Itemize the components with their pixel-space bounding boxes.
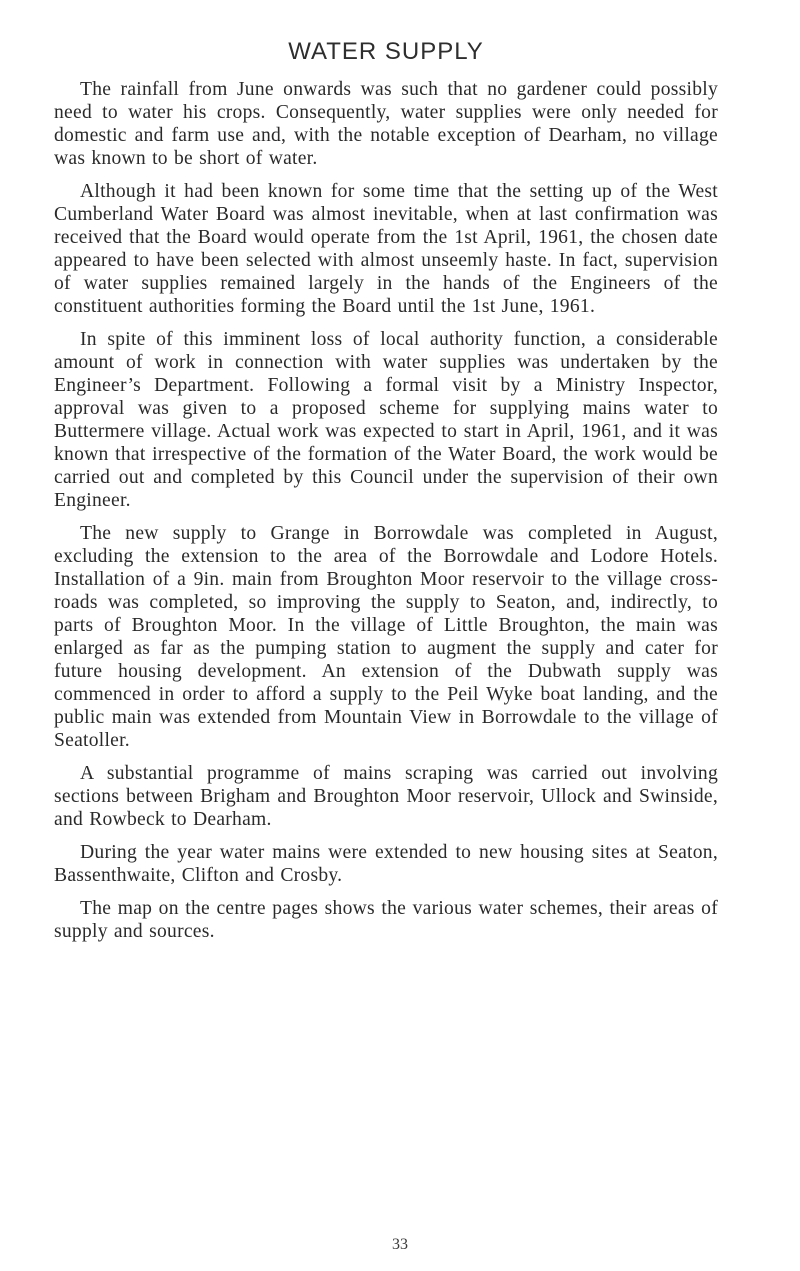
paragraph-grange-supply: The new supply to Grange in Borrowdale was completed in August, excluding the extension to the area of the Borrowdale and Lodore Hotels. Installation of a 9in. main from Broughton Moor reservoir to the village cross-roads was completed, so improving the supply to Seaton, and, indirectly, to parts of Broughton Moor. In the village of Little Broughton, the main was enlarged as far as the pumping station to augment the supply and cater for future housing development. An extension of the Dubwath supply was commenced in order to afford a supply to the Peil Wyke boat landing, and the public main was extended from Mountain View in Borrowdale to the village of Seatoller. [54, 523, 718, 751]
paragraph-mains-scraping: A substantial programme of mains scraping was carried out involving sections between Brigham and Broughton Moor reservoir, Ullock and Swinside, and Rowbeck to Dearham. [54, 763, 718, 830]
paragraph-map-reference: The map on the centre pages shows the various water schemes, their areas of supply and sources. [54, 898, 718, 942]
paragraph-rainfall: The rainfall from June onwards was such that no gardener could possibly need to water his crops. Consequently, water supplies were only needed for domestic and farm use and, with the notable exception of Dearham, no village was known to be short of water. [54, 79, 718, 169]
body-text [54, 78, 718, 943]
paragraph-water-board: Although it had been known for some time that the setting up of the West Cumberland Water Board was almost inevitable, when at last confirmation was received that the Board would operate from the 1st April, 1961, the chosen date appeared to have been selected with almost unseemly haste. In fact, supervision of water supplies remained largely in the hands of the Engineers of the constituent authorities forming the Board until the 1st June, 1961. [54, 181, 718, 317]
page-heading: WATER SUPPLY [288, 38, 484, 65]
page-number: 33 [392, 1236, 408, 1253]
page [54, 0, 718, 953]
paragraph-housing-extensions: During the year water mains were extended to new housing sites at Seaton, Bassenthwaite, Clifton and Crosby. [54, 842, 718, 886]
paragraph-buttermere-scheme: In spite of this imminent loss of local authority function, a considerable amount of work in connection with water supplies was undertaken by the Engineer’s Department. Following a formal visit by a Ministry Inspector, approval was given to a proposed scheme for supplying mains water to Buttermere village. Actual work was expected to start in April, 1961, and it was known that irrespective of the formation of the Water Board, the work would be carried out and completed by this Council under the supervision of their own Engineer. [54, 329, 718, 511]
